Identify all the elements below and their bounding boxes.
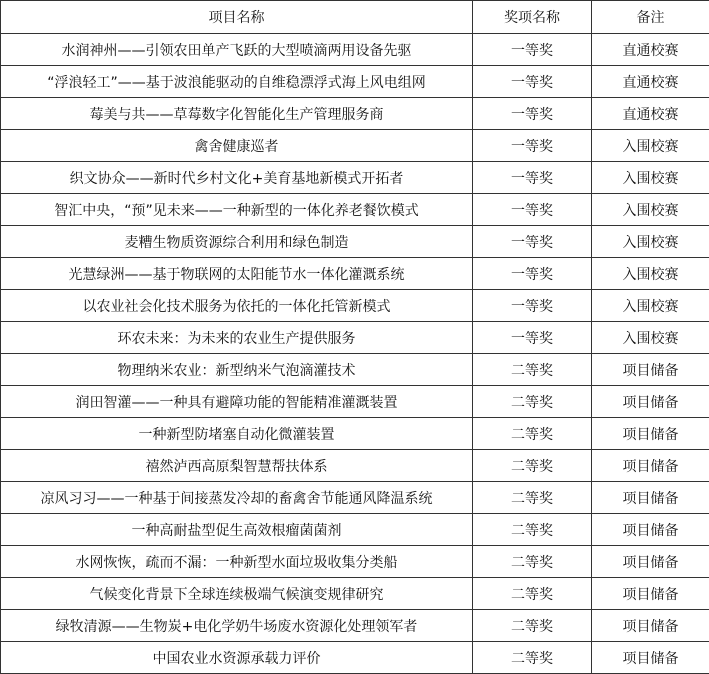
- note-cell: 直通校赛: [592, 34, 709, 66]
- award-cell: 二等奖: [473, 642, 592, 674]
- table-row: [1, 162, 709, 194]
- project-name-cell: 物理纳米农业：新型纳米气泡滴灌技术: [1, 354, 473, 386]
- note-cell: 项目储备: [592, 642, 709, 674]
- note-cell: 入围校赛: [592, 322, 709, 354]
- table-body: [1, 34, 709, 674]
- header-row: [1, 1, 709, 34]
- table-row: [1, 226, 709, 258]
- table-row: [1, 66, 709, 98]
- project-name-cell: 绿牧清源——生物炭+电化学奶牛场废水资源化处理领军者: [1, 610, 473, 642]
- award-cell: 一等奖: [473, 226, 592, 258]
- award-cell: 二等奖: [473, 450, 592, 482]
- project-name-cell: 织文协众——新时代乡村文化+美育基地新模式开拓者: [1, 162, 473, 194]
- project-name-cell: 凉风习习——一种基于间接蒸发冷却的畜禽舍节能通风降温系统: [1, 482, 473, 514]
- note-cell: 项目储备: [592, 354, 709, 386]
- table-row: [1, 258, 709, 290]
- table-row: [1, 578, 709, 610]
- note-cell: 项目储备: [592, 578, 709, 610]
- table-row: [1, 642, 709, 674]
- award-cell: 一等奖: [473, 290, 592, 322]
- table-row: [1, 514, 709, 546]
- project-name-cell: 润田智灌——一种具有避障功能的智能精准灌溉装置: [1, 386, 473, 418]
- project-name-cell: 气候变化背景下全球连续极端气候演变规律研究: [1, 578, 473, 610]
- note-cell: 入围校赛: [592, 226, 709, 258]
- table-row: [1, 98, 709, 130]
- award-cell: 一等奖: [473, 258, 592, 290]
- note-cell: 入围校赛: [592, 162, 709, 194]
- award-cell: 一等奖: [473, 322, 592, 354]
- project-name-cell: 光慧绿洲——基于物联网的太阳能节水一体化灌溉系统: [1, 258, 473, 290]
- note-cell: 项目储备: [592, 610, 709, 642]
- award-cell: 二等奖: [473, 386, 592, 418]
- table-row: [1, 386, 709, 418]
- award-cell: 二等奖: [473, 482, 592, 514]
- note-cell: 项目储备: [592, 546, 709, 578]
- award-cell: 二等奖: [473, 354, 592, 386]
- table-row: [1, 610, 709, 642]
- project-name-cell: 麦糟生物质资源综合利用和绿色制造: [1, 226, 473, 258]
- award-cell: 二等奖: [473, 610, 592, 642]
- note-cell: 项目储备: [592, 514, 709, 546]
- table-row: [1, 482, 709, 514]
- note-cell: 项目储备: [592, 482, 709, 514]
- award-cell: 一等奖: [473, 98, 592, 130]
- note-cell: 直通校赛: [592, 66, 709, 98]
- project-name-cell: 一种新型防堵塞自动化微灌装置: [1, 418, 473, 450]
- award-cell: 二等奖: [473, 418, 592, 450]
- table-row: [1, 418, 709, 450]
- note-cell: 入围校赛: [592, 290, 709, 322]
- note-cell: 项目储备: [592, 386, 709, 418]
- project-name-cell: 水润神州——引领农田单产飞跃的大型喷滴两用设备先驱: [1, 34, 473, 66]
- project-name-cell: 中国农业水资源承载力评价: [1, 642, 473, 674]
- table-row: [1, 194, 709, 226]
- award-cell: 一等奖: [473, 34, 592, 66]
- note-cell: 直通校赛: [592, 98, 709, 130]
- award-cell: 二等奖: [473, 514, 592, 546]
- project-name-cell: 环农未来：为未来的农业生产提供服务: [1, 322, 473, 354]
- header-note: 备注: [592, 1, 709, 34]
- project-name-cell: 莓美与共——草莓数字化智能化生产管理服务商: [1, 98, 473, 130]
- table-row: [1, 130, 709, 162]
- project-name-cell: 以农业社会化技术服务为依托的一体化托管新模式: [1, 290, 473, 322]
- table-row: [1, 290, 709, 322]
- table-row: [1, 450, 709, 482]
- header-award-name: 奖项名称: [473, 1, 592, 34]
- note-cell: 入围校赛: [592, 258, 709, 290]
- award-cell: 一等奖: [473, 194, 592, 226]
- note-cell: 入围校赛: [592, 194, 709, 226]
- table-row: [1, 34, 709, 66]
- table-header: [1, 1, 709, 34]
- project-name-cell: 一种高耐盐型促生高效根瘤菌菌剂: [1, 514, 473, 546]
- table-row: [1, 546, 709, 578]
- table-row: [1, 322, 709, 354]
- project-name-cell: 禽舍健康巡者: [1, 130, 473, 162]
- note-cell: 项目储备: [592, 418, 709, 450]
- table-row: [1, 354, 709, 386]
- note-cell: 项目储备: [592, 450, 709, 482]
- award-cell: 一等奖: [473, 66, 592, 98]
- note-cell: 入围校赛: [592, 130, 709, 162]
- award-cell: 二等奖: [473, 546, 592, 578]
- project-name-cell: 智汇中央，“预”见未来——一种新型的一体化养老餐饮模式: [1, 194, 473, 226]
- project-name-cell: “浮浪轻工”——基于波浪能驱动的自维稳漂浮式海上风电组网: [1, 66, 473, 98]
- award-cell: 一等奖: [473, 162, 592, 194]
- header-project-name: 项目名称: [1, 1, 473, 34]
- project-name-cell: 禧然泸西高原梨智慧帮扶体系: [1, 450, 473, 482]
- award-cell: 一等奖: [473, 130, 592, 162]
- project-name-cell: 水网恢恢，疏而不漏：一种新型水面垃圾收集分类船: [1, 546, 473, 578]
- award-cell: 二等奖: [473, 578, 592, 610]
